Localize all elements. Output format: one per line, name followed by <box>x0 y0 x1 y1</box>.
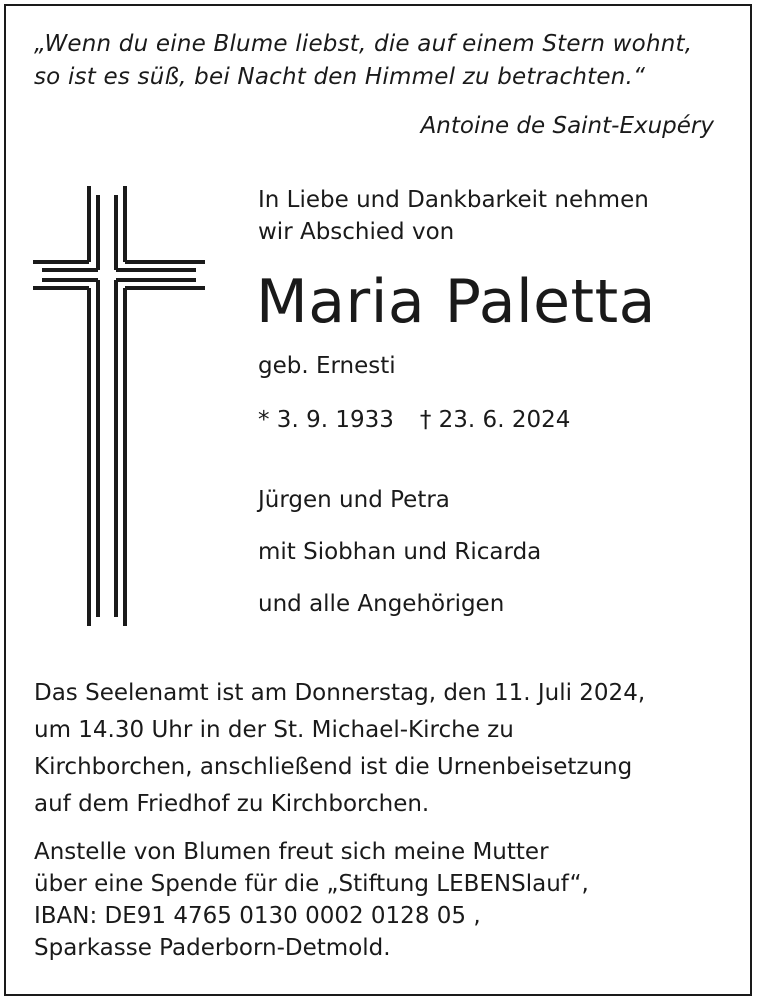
donation-info <box>34 836 734 964</box>
donation-line: über eine Spende für die „Stiftung LEBENSlauf“, <box>34 871 589 897</box>
donation-iban: IBAN: DE91 4765 0130 0002 0128 05 , <box>34 903 481 929</box>
service-info <box>34 675 734 823</box>
donation-line: Anstelle von Blumen freut sich meine Mutter <box>34 839 549 865</box>
birth-name: geb. Ernesti <box>258 353 396 379</box>
intro-line: In Liebe und Dankbarkeit nehmen <box>258 187 649 213</box>
death-date: † 23. 6. 2024 <box>419 407 571 433</box>
farewell-intro <box>258 184 649 248</box>
service-line: auf dem Friedhof zu Kirchborchen. <box>34 791 430 817</box>
intro-line: wir Abschied von <box>258 219 455 245</box>
service-line: um 14.30 Uhr in der St. Michael-Kirche zu <box>34 717 514 743</box>
mourners-list <box>258 484 541 640</box>
mourner-line: Jürgen und Petra <box>258 487 450 513</box>
mourner-line: mit Siobhan und Ricarda <box>258 539 542 565</box>
service-line: Kirchborchen, anschließend ist die Urnenbeisetzung <box>34 754 633 780</box>
latin-cross-outline-icon <box>30 184 210 629</box>
birth-date: * 3. 9. 1933 <box>258 407 394 433</box>
quote-author: Antoine de Saint-Exupéry <box>420 113 714 139</box>
service-line: Das Seelenamt ist am Donnerstag, den 11. Juli 2024, <box>34 680 646 706</box>
donation-bank: Sparkasse Paderborn-Detmold. <box>34 935 391 961</box>
life-dates <box>258 404 570 436</box>
deceased-name: Maria Paletta <box>256 267 656 337</box>
epigraph-quote <box>34 28 724 94</box>
mourner-line: und alle Angehörigen <box>258 591 505 617</box>
quote-line: so ist es süß, bei Nacht den Himmel zu betrachten.“ <box>34 64 646 90</box>
quote-line: „Wenn du eine Blume liebst, die auf einem Stern wohnt, <box>34 31 693 57</box>
